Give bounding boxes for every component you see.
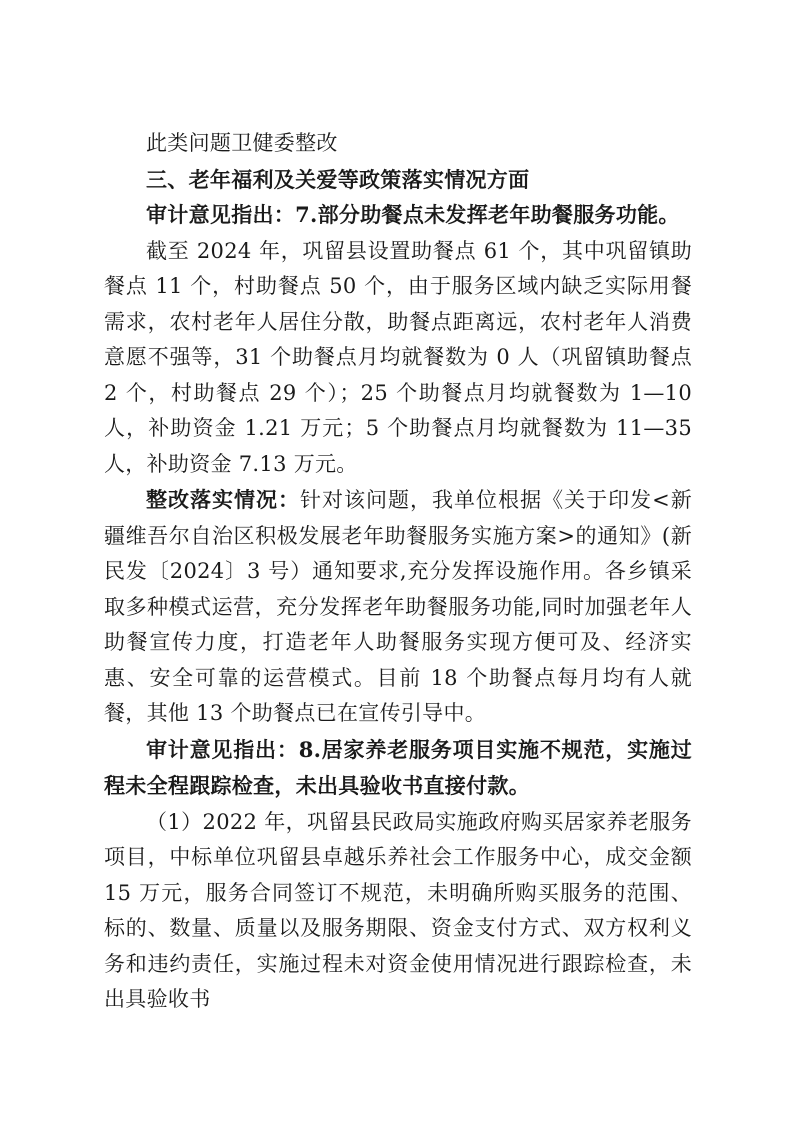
audit-finding-7-label: 审计意见指出： bbox=[146, 202, 296, 227]
audit-finding-7 bbox=[104, 197, 692, 234]
audit-finding-7-text: 7.部分助餐点未发挥老年助餐服务功能。 bbox=[295, 202, 680, 227]
item-1-paragraph: （1）2022 年，巩留县民政局实施政府购买居家养老服务项目，中标单位巩留县卓越乐养社会工作服务中心，成交金额 15 万元，服务合同签订不规范，未明确所购买服务的范围、标的、数量、质量以及服务期限、资金支付方式、双方权利义务和违约责任，实施过程未对资金使用情况进行跟踪检查，未出具验收书 bbox=[104, 809, 692, 1011]
stats-paragraph: 截至 2024 年，巩留县设置助餐点 61 个，其中巩留镇助餐点 11 个，村助餐点 50 个，由于服务区域内缺乏实际用餐需求，农村老年人居住分散，助餐点距离远，农村老年人消费意愿不强等，31 个助餐点月均就餐数为 0 人（巩留镇助餐点 2 个，村助餐点 29 个）；25 个助餐点月均就餐数为 1—10 人，补助资金 1.21 万元；5 个助餐点月均就餐数为 11—35 人，补助资金 7.13 万元。 bbox=[104, 238, 692, 476]
audit-finding-8 bbox=[104, 732, 692, 805]
intro-line: 此类问题卫健委整改 bbox=[146, 131, 338, 155]
section-heading: 三、老年福利及关爱等政策落实情况方面 bbox=[146, 166, 530, 192]
audit-finding-8-text: 8.居家养老服务项目实施不规范，实施过程未全程跟踪检查，未出具验收书直接付款。 bbox=[104, 736, 692, 798]
rectification-text: 针对该问题，我单位根据《关于印发<新疆维吾尔自治区积极发展老年助餐服务实施方案>的通知》(新民发〔2024〕3 号）通知要求,充分发挥设施作用。各乡镇采取多种模式运营，充分发挥老年助餐服务功能,同时加强老年人助餐宣传力度，打造老年人助餐服务实现方便可及、经济实惠、安全可靠的运营模式。目前 18 个助餐点每月均有人就餐，其他 13 个助餐点已在宣传引导中。 bbox=[104, 488, 692, 725]
rectification-paragraph bbox=[104, 482, 692, 732]
document-body bbox=[104, 126, 692, 1018]
audit-finding-8-label: 审计意见指出： bbox=[146, 736, 299, 762]
rectification-label: 整改落实情况： bbox=[146, 487, 301, 512]
